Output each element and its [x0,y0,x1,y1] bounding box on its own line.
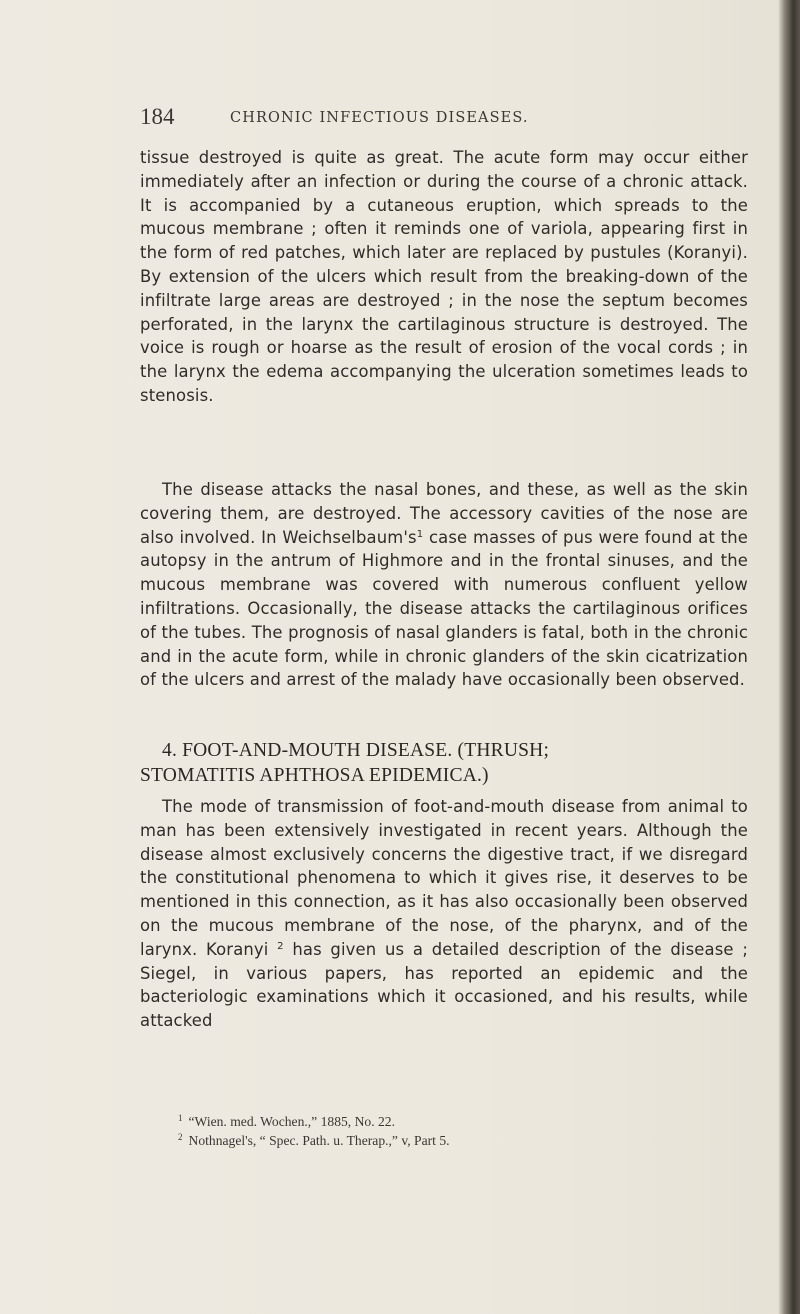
page-edge-shadow [778,0,800,1314]
footnote-2 [178,1131,738,1150]
footnote-text: “Wien. med. Wochen.,” 1885, No. 22. [188,1114,395,1129]
paragraph-foot-and-mouth [140,795,748,1033]
footnote-ref-2: 2 [277,940,284,952]
footnote-text: Nothnagel's, “ Spec. Path. u. Therap.,” v, Part 5. [188,1133,450,1148]
paragraph-nasal-bones [140,478,748,692]
footnote-mark: 2 [178,1132,183,1142]
footnote-mark: 1 [178,1113,183,1123]
page-number: 184 [140,104,175,129]
section-heading-line-2: STOMATITIS APHTHOSA EPIDEMICA.) [140,765,489,786]
section-heading [140,738,760,788]
paragraph-glanders-acute-form: tissue destroyed is quite as great. The acute form may occur either immediately after an infection or during the course of a chronic attack. It is accompanied by a cutaneous eruption, which spreads to the mucous membrane ; often it reminds one of variola, appearing first in the form of red patches, which later are replaced by pustules (Koranyi). By extension of the ulcers which result from the breaking-down of the infiltrate large areas are destroyed ; in the nose the septum becomes perforated, in the larynx the cartilaginous structure is destroyed. The voice is rough or hoarse as the result of erosion of the vocal cords ; in the larynx the edema accompanying the ulceration sometimes leads to stenosis. [140,148,748,405]
running-title: CHRONIC INFECTIOUS DISEASES. [230,110,529,126]
paragraph-text-part: The disease attacks the nasal bones, and these, as well as the skin covering them, are destroyed. The accessory cavities of the nose are also involved. In Weichselbaum's [140,480,748,547]
paragraph-text-part: The mode of transmission of foot-and-mouth disease from animal to man has been extensively investigated in recent years. Although the disease almost exclusively concerns the digestive tract, if we disregard the constitutional phenomena to which it gives rise, it deserves to be mentioned in this connection, as it has also occasionally been observed on the mucous membrane of the nose, of the pharynx, and of the larynx. Koranyi [140,797,748,959]
footnote-1 [178,1112,738,1131]
section-heading-line-1: 4. FOOT-AND-MOUTH DISEASE. (THRUSH; [162,740,550,761]
footnotes [178,1112,738,1150]
paragraph-text-part: has given us a detailed description of the disease ; Siegel, in various papers, has reported an epidemic and the bacteriologic examinations which it occasioned, and his results, while attacked [140,939,748,1031]
footnote-ref-1: 1 [416,528,424,540]
running-head [140,104,780,134]
paragraph-text-part: case masses of pus were found at the autopsy in the antrum of Highmore and in the frontal sinuses, and the mucous membrane was covered with numerous confluent yellow infiltrations. Occasionally, the disease attacks the cartilaginous orifices of the tubes. The prognosis of nasal glanders is fatal, both in the chronic and in the acute form, while in chronic glanders of the skin cicatrization of the ulcers and arrest of the malady have occasionally been observed. [140,527,749,690]
